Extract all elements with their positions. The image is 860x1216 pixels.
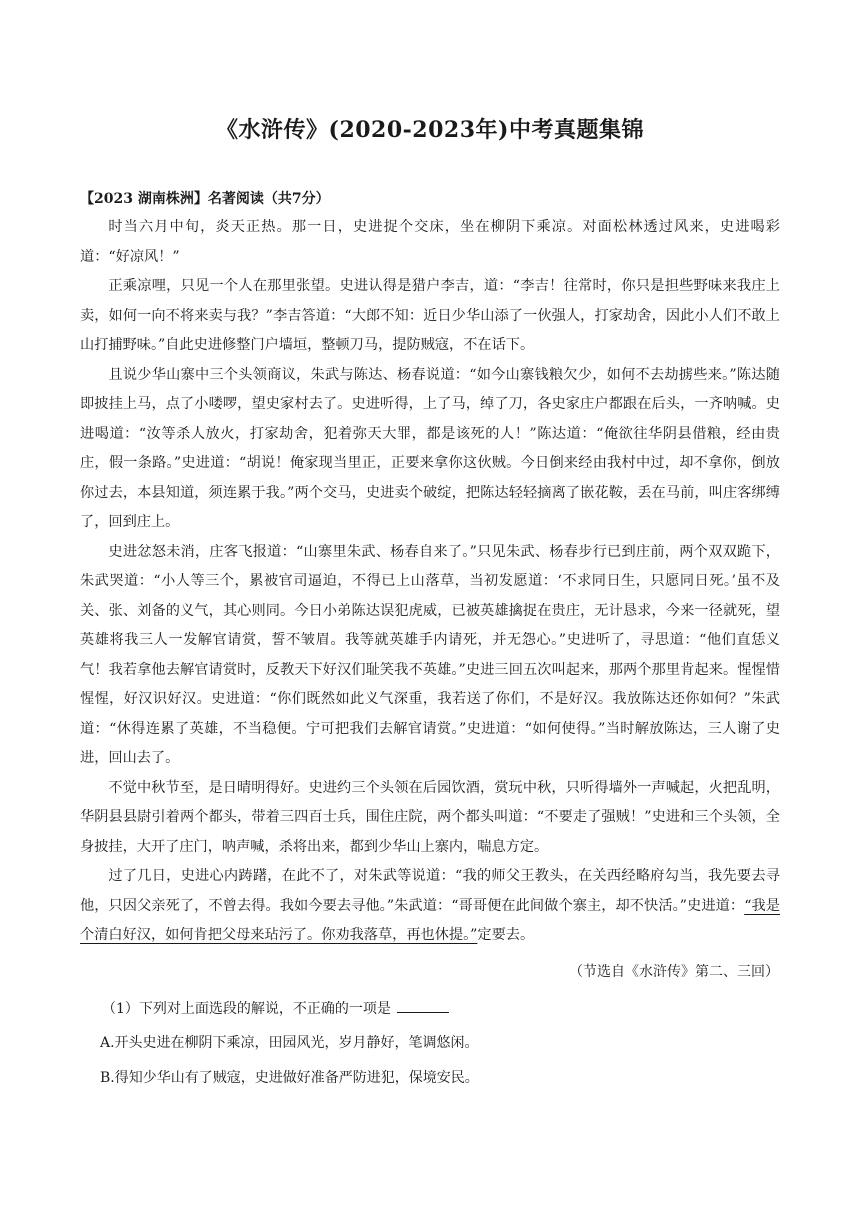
option-b: B.得知少华山有了贼寇，史进做好准备严防进犯，保境安民。: [100, 1070, 479, 1086]
passage-paragraph-2: 正乘凉哩，只见一个人在那里张望。史进认得是猎户李吉，道：“李吉！往常时，你只是担些野味来我庄上卖，如何一向不将来卖与我？”李吉答道：“大郎不知：近日少华山添了一伙强人，打家劫舍，因此小人们不敢上山打捕野味。”自此史进修整门户墙垣，整顿刀马，提防贼寇，不在话下。: [80, 278, 780, 353]
option-a: A.开头史进在柳阴下乘凉，田园风光，岁月静好，笔调悠闲。: [100, 1035, 479, 1051]
section-header: 【2023 湖南株洲】名著阅读（共7分）: [80, 191, 330, 207]
passage-paragraph-6: [80, 862, 780, 951]
question-1-text: （1）下列对上面选段的解说，不正确的一项是: [102, 1001, 391, 1017]
paragraph-6-text-start: 过了几日，史进心内踌躇，在此不了，对朱武等说道：“我的师父王教头，在关西经略府勾当，我先要去寻他，只因父亲死了，不曾去得。我如今要去寻他。”朱武道：“哥哥便在此间做个寨主，却不快活。”史进道：: [80, 868, 780, 914]
answer-blank[interactable]: [397, 998, 449, 1013]
passage-paragraph-3: 且说少华山寨中三个头领商议，朱武与陈达、杨春说道：“如今山寨钱粮欠少，如何不去劫掳些来。”陈达随即披挂上马，点了小喽啰，望史家村去了。史进听得，上了马，绰了刀，各史家庄户都跟在后头，一齐呐喊。史进喝道：“汝等杀人放火，打家劫舍，犯着弥天大罪，都是该死的人！”陈达道：“俺欲往华阴县借粮，经由贵庄，假一条路。”史进道：“胡说！俺家现当里正，正要来拿你这伙贼。今日倒来经由我村中过，却不拿你，倒放你过去，本县知道，须连累于我。”两个交马，史进卖个破绽，把陈达轻轻摘离了嵌花鞍，丢在马前，叫庄客绑缚了，回到庄上。: [80, 366, 780, 530]
underlined-quote: “我是个清白好汉，如何肯把父母来玷污了。你劝我落草，再也休提。”: [80, 897, 780, 943]
reading-passage: [80, 213, 780, 951]
passage-paragraph-1: 时当六月中旬，炎天正热。那一日，史进捉个交床，坐在柳阴下乘凉。对面松林透过风来，史进喝彩道：“好凉风！”: [80, 219, 780, 265]
passage-paragraph-4: 史进忿怒未消，庄客飞报道：“山寨里朱武、杨春自来了。”只见朱武、杨春步行已到庄前，两个双双跪下，朱武哭道：“小人等三个，累被官司逼迫，不得已上山落草，当初发愿道：‘不求同日生，只愿同日死。’虽不及关、张、刘备的义气，其心则同。今日小弟陈达误犯虎威，已被英雄擒捉在贵庄，无计恳求，今来一径就死，望英雄将我三人一发解官请赏，誓不皱眉。我等就英雄手内请死，并无怨心。”史进听了，寻思道：“他们直恁义气！我若拿他去解官请赏时，反教天下好汉们耻笑我不英雄。”史进三回五次叫起来，那两个那里肯起来。惺惺惜惺惺，好汉识好汉。史进道：“你们既然如此义气深重，我若送了你们，不是好汉。我放陈达还你如何？”朱武道：“休得连累了英雄，不当稳便。宁可把我们去解官请赏。”史进道：“如何使得。”当时解放陈达，三人谢了史进，回山去了。: [80, 543, 780, 766]
question-1: [102, 997, 449, 1021]
paragraph-6-text-end: 定要去。: [477, 927, 535, 943]
source-citation: （节选自《水浒传》第二、三回）: [569, 964, 779, 980]
document-title: 《水浒传》(2020-2023年)中考真题集锦: [216, 117, 644, 143]
passage-paragraph-5: 不觉中秋节至，是日晴明得好。史进约三个头领在后园饮酒，赏玩中秋，只听得墙外一声喊起，火把乱明，华阴县县尉引着两个都头，带着三四百士兵，围住庄院，两个都头叫道：“不要走了强贼！”史进和三个头领，全身披挂，大开了庄门，呐声喊，杀将出来，都到少华山上寨内，喘息方定。: [80, 779, 780, 855]
